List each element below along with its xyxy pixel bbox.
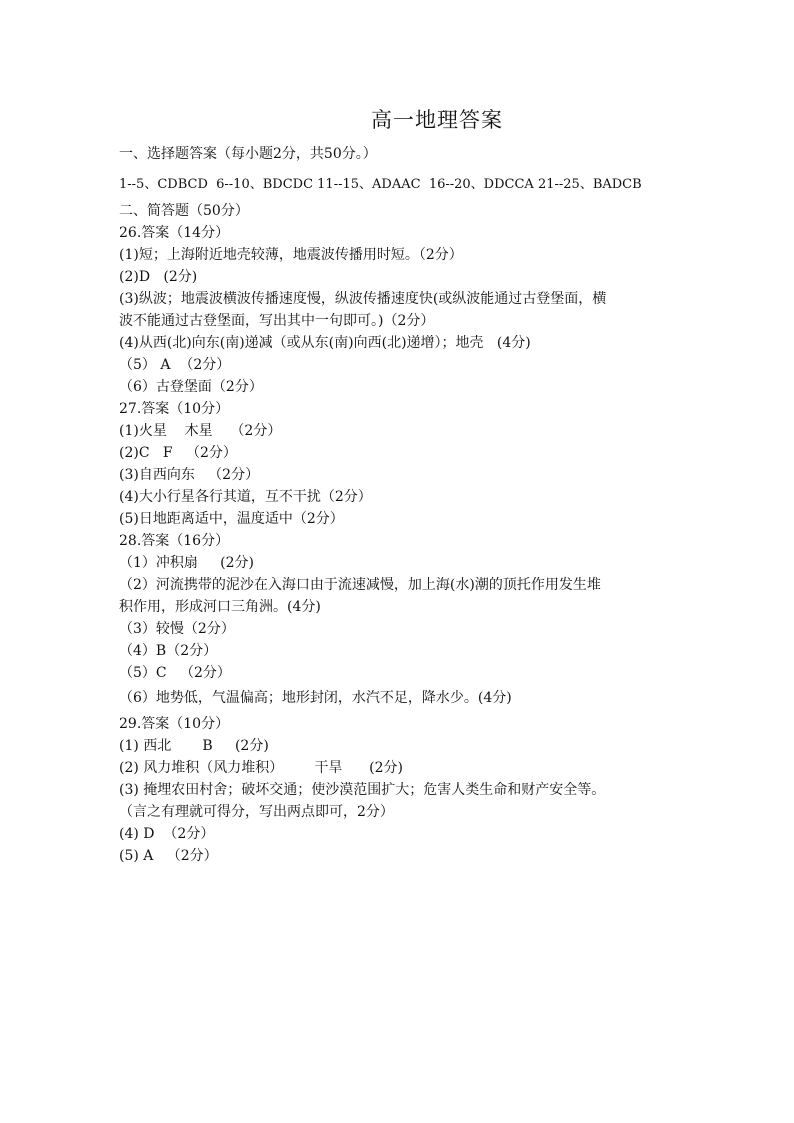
- q26-heading: 26.答案（14分）: [119, 225, 230, 241]
- q26-answer-4: (4)从西(北)向东(南)递减（或从东(南)向西(北)递增）；地壳 (4分): [119, 335, 531, 351]
- q26-answer-2: (2)D (2分): [119, 269, 198, 285]
- section-2-heading: 二、简答题（50分）: [119, 203, 249, 219]
- q28-answer-3: （3）较慢（2分）: [119, 621, 235, 637]
- q28-answer-2-cont: 积作用，形成河口三角洲。(4分): [119, 599, 321, 615]
- q26-answer-1: (1)短；上海附近地壳较薄，地震波传播用时短。（2分）: [119, 247, 463, 263]
- q26-answer-3-cont: 波不能通过古登堡面，写出其中一句即可。)（2分）: [119, 313, 435, 329]
- q29-answer-3: (3) 掩埋农田村舍；破坏交通；使沙漠范围扩大；危害人类生命和财产安全等。: [119, 782, 606, 798]
- q29-heading: 29.答案（10分）: [119, 716, 230, 732]
- document-title: 高一地理答案: [371, 108, 503, 132]
- q26-answer-3: (3)纵波；地震波横波传播速度慢，纵波传播速度快(或纵波能通过古登堡面，横: [119, 291, 607, 307]
- q27-answer-5: (5)日地距离适中，温度适中（2分）: [119, 511, 344, 527]
- q29-answer-4: (4) D （2分）: [119, 826, 215, 842]
- q29-answer-3-cont: （言之有理就可得分，写出两点即可，2分）: [119, 804, 394, 820]
- q28-answer-4: （4）B（2分）: [119, 643, 218, 659]
- q26-answer-5: （5） A （2分）: [119, 357, 231, 373]
- q27-answer-3: (3)自西向东 （2分）: [119, 467, 260, 483]
- q29-answer-2: (2) 风力堆积（风力堆积） 干旱 (2分): [119, 760, 403, 776]
- q28-answer-2: （2）河流携带的泥沙在入海口由于流速减慢，加上海(水)潮的顶托作用发生堆: [119, 577, 601, 593]
- q29-answer-5: (5) A （2分）: [119, 848, 218, 864]
- q29-answer-1: (1) 西北 B (2分): [119, 738, 269, 754]
- choice-answers: 1--5、CDBCD 6--10、BDCDC 11--15、ADAAC 16--20、DDCCA 21--25、BADCB: [119, 177, 642, 192]
- q27-answer-4: (4)大小行星各行其道，互不干扰（2分）: [119, 489, 372, 505]
- q28-answer-1: （1）冲积扇 (2分): [119, 555, 254, 571]
- q27-answer-2: (2)C F （2分）: [119, 445, 237, 461]
- q28-heading: 28.答案（16分）: [119, 533, 230, 549]
- q28-answer-6: （6）地势低，气温偏高；地形封闭，水汽不足，降水少。(4分): [119, 690, 512, 706]
- q28-answer-5: （5）C （2分）: [119, 665, 231, 681]
- q27-answer-1: (1)火星 木星 （2分）: [119, 423, 282, 439]
- section-1-heading: 一、选择题答案（每小题2分，共50分。）: [119, 146, 377, 162]
- q26-answer-6: （6）古登堡面（2分）: [119, 379, 263, 395]
- q27-heading: 27.答案（10分）: [119, 401, 230, 417]
